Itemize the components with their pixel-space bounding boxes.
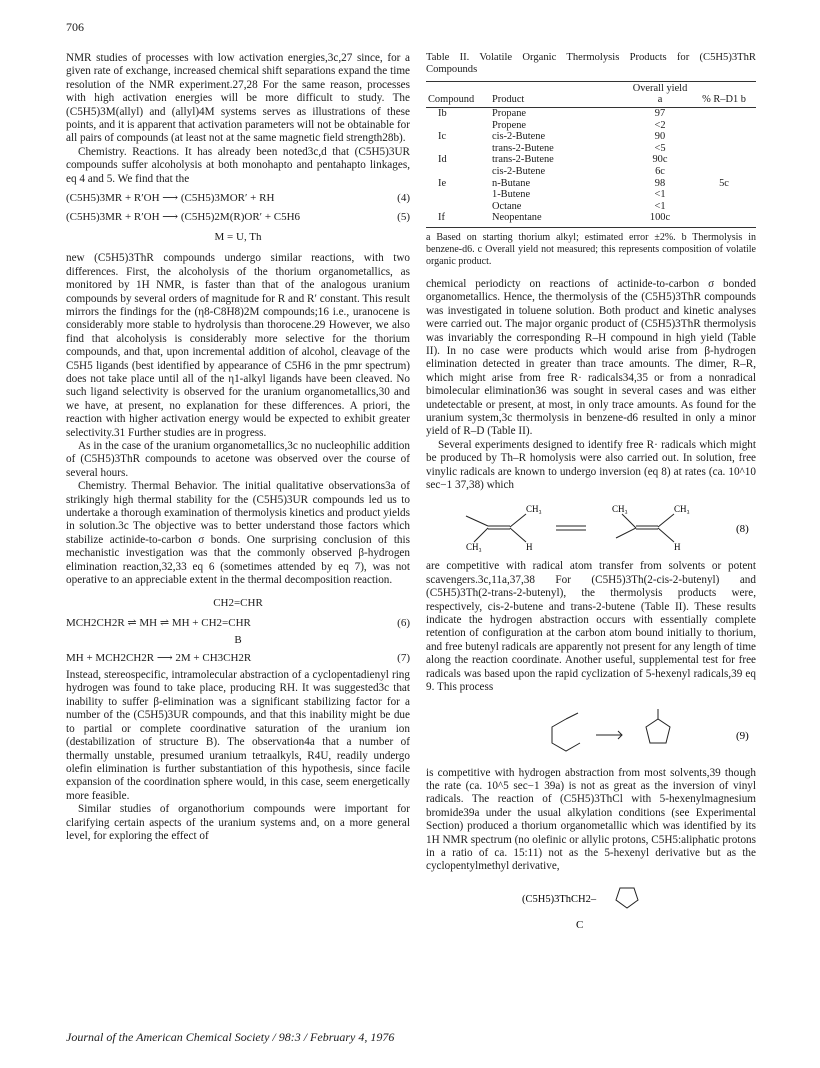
table-cell: 90c xyxy=(652,154,668,166)
equation-number: (8) xyxy=(736,523,749,536)
table-cell: n-Butane xyxy=(492,177,531,189)
equation-9-diagram xyxy=(426,701,756,761)
table-cell xyxy=(692,189,756,201)
left-column xyxy=(66,52,410,843)
table-cell xyxy=(692,201,756,213)
table-cell xyxy=(692,154,756,166)
paragraph: NMR studies of processes with low activation energies,3c,27 since, for a given rate of exchange, increased chemical shift separations expand the time resolution of the NMR experiment.27,28 For the same reason, processes with high activation energies will be more difficult to study. The (C5H5)3M(allyl) and (allyl)4M systems serves as illustrations of these points, and it is apparent that activation parameters will not be obtainable for all pairs of compounds (at least not at the same magnetic field strength28b). xyxy=(66,52,410,145)
equation-7 xyxy=(66,652,410,665)
equation-5 xyxy=(66,211,410,224)
table-cell: <1 xyxy=(654,200,666,212)
table-cell xyxy=(692,120,756,132)
table-title: Table II. Volatile Organic Thermolysis Products for (C5H5)3ThR Compounds xyxy=(426,52,756,76)
table-cell: Propene xyxy=(492,119,527,131)
vinyl-inversion-diagram xyxy=(426,498,756,554)
ch3-label: CH₃ xyxy=(612,504,628,515)
table-cell xyxy=(692,212,756,227)
page-number: 706 xyxy=(66,20,84,34)
journal-footer: Journal of the American Chemical Society / 98:3 / February 4, 1976 xyxy=(66,1030,395,1044)
equation-6-top: CH2=CHR xyxy=(213,597,263,610)
equation-number: (5) xyxy=(397,211,410,224)
right-column xyxy=(426,52,756,940)
paragraph: chemical periodicty on reactions of actinide-to-carbon σ bonded organometallics. Hence, the thermolysis of the (C5H5)3ThR compounds was investigated in toluene solution. Both product and kinetic analyses were carried out. The major organic product of (C5H5)3ThR thermolysis was invariably the corresponding R–H compound in high yield (Table II). In no case were products which would arise from β-hydrogen elimination detected in greater than trace amounts. The dimer, R–R, which might arise from free R· radicals34,35 or from a nonradical bimolecular elimination36 was sought in several cases and was either undetectable or present, at most, in only trace amounts. As found for the uranium system,3c thermolysis in benzene-d6 resulted in only a minor yield of R–D (Table II). xyxy=(426,277,756,438)
table-cell: Id xyxy=(438,154,447,166)
table-cell: Ib xyxy=(438,108,447,119)
h-label: H xyxy=(674,542,681,553)
hexenyl-cyclization-diagram xyxy=(426,701,756,761)
table-header: Product xyxy=(490,81,628,107)
table-row xyxy=(426,189,756,201)
table-cell: Ic xyxy=(438,131,447,143)
table-row xyxy=(426,166,756,178)
equation-text: MCH2CH2R ⇌ MH ⇌ MH + CH2=CHR xyxy=(66,616,251,629)
table-header: Overall yield a xyxy=(628,81,692,107)
table-cell: 90 xyxy=(654,131,666,143)
equation-number: (9) xyxy=(736,729,749,742)
table-cell: <2 xyxy=(654,119,666,131)
cyclopentylmethyl-structure xyxy=(426,880,756,934)
table-cell: 98 xyxy=(654,177,666,189)
paragraph: is competitive with hydrogen abstraction from most solvents,39 though the rate (ca. 10^5 sec−1 39a) is not as great as the inversion of vinyl radicals. The reaction of (C5H5)3ThCl with 5-hexenylmagnesium bromide39a under the usual alkylation conditions (see Experimental Section) produced a thorium organometallic which was identified by its 1H NMR spectrum (no olefinic or allylic protons, C5H5:aliphatic protons in a ratio of ca. 15:11) not as the 5-hexenyl derivative but as the cyclopentylmethyl derivative, xyxy=(426,766,756,873)
table-cell: 5c xyxy=(719,177,729,189)
table-cell: Neopentane xyxy=(490,212,628,227)
structure-c xyxy=(426,880,756,934)
table-cell: cis-2-Butene xyxy=(492,165,546,177)
table-cell: <1 xyxy=(654,189,666,201)
paragraph: Chemistry. Thermal Behavior. The initial qualitative observations3a of strikingly high thermal stability for the (C5H5)3UR compounds led us to undertake a thorough examination of thermolysis kinetics and product yields in solution.3c The objective was to better understand those factors which stabilize actinide-to-carbon σ bonds. One surprising conclusion of this mechanistic investigation was that the commonly observed β-hydrogen elimination reaction,32,33 eq 6 (sometimes attended by eq 7), was not operative to an appreciable extent in the thermal decomposition reaction. xyxy=(66,480,410,587)
table-cell: 1-Butene xyxy=(492,189,531,201)
table-row xyxy=(426,131,756,143)
table-row xyxy=(426,120,756,132)
equation-number: (6) xyxy=(397,616,410,629)
table-cell: cis-2-Butene xyxy=(492,131,546,143)
table-cell: trans-2-Butene xyxy=(492,154,554,166)
table-cell: trans-2-Butene xyxy=(492,142,554,154)
paragraph: As in the case of the uranium organometallics,3c no nucleophilic addition of (C5H5)3ThR compounds to acetone was observed over the course of several hours. xyxy=(66,439,410,479)
table-cell: 97 xyxy=(654,108,666,119)
structure-b-label: B xyxy=(234,634,242,647)
equation-8-diagram xyxy=(426,498,756,554)
table-cell: 6c xyxy=(655,165,665,177)
paragraph: Similar studies of organothorium compounds were important for clarifying certain aspects of the uranium systems and, on a more general level, for exploring the effect of xyxy=(66,803,410,842)
paragraph: are competitive with radical atom transfer from solvents or potent scavengers.3c,11a,37,38 For (C5H5)3Th(2-cis-2-butenyl) and (C5H5)3Th(2-trans-2-butenyl), the thermolysis products were, respectively, cis-2-butene and trans-2-butene (Table II). These results indicate the hydrogen abstraction occurs with essentially complete retention of configuration at the carbon atom bound initially to thorium, and free butenyl radicals are apparently not present for any length of time along the reaction coordinate. Another useful, supplemental test for free radicals was based upon the rapid cyclization of 5-hexenyl radicals,39 eq 9. This process xyxy=(426,560,756,694)
structure-c-formula: (C5H5)3ThCH2– xyxy=(522,893,597,905)
equation-number: (7) xyxy=(397,651,410,664)
table-row xyxy=(426,212,756,227)
table-cell xyxy=(692,131,756,143)
paragraph: Several experiments designed to identify free R· radicals which might be produced by Th–R homolysis were also carried out. In solution, free vinylic radicals are known to undergo inversion (eq 8) at rates (ca. 10^10 sec−1 37,38) which xyxy=(426,438,756,492)
thermolysis-table xyxy=(426,81,756,228)
table-cell xyxy=(426,166,490,178)
ch3-label: CH₃ xyxy=(674,504,690,515)
table-cell xyxy=(692,143,756,155)
equation-text: (C5H5)3MR + R′OH ⟶ (C5H5)3MOR′ + RH xyxy=(66,192,275,205)
table-cell: If xyxy=(426,212,490,227)
paragraph: Instead, stereospecific, intramolecular abstraction of a cyclopentadienyl ring hydrogen was found to take place, producing RH. It was suggested3c that inability to suffer β-elimination was a significant stabilizing factor for a number of the (C5H5)3UR compounds, and that this inability might be due to partial or complete coordinative saturation of the uranium ion (destabilization of structure B). The observation4a that a number of thermally unstable, presumed uranium tetraalkyls, R4U, readily undergo olefin elimination is further substantiation of this hypothesis, since facile expansion of the coordination sphere would, in this case, seem energetically more feasible. xyxy=(66,669,410,802)
table-footnote: a Based on starting thorium alkyl; estimated error ±2%. b Thermolysis in benzene-d6. c Overall yield not measured; this represents composition of volatile organic product. xyxy=(426,231,756,267)
equation-6 xyxy=(66,617,410,630)
table-cell xyxy=(426,143,490,155)
table-cell: Propane xyxy=(492,108,527,119)
table-cell: 100c xyxy=(628,212,692,227)
table-cell: <5 xyxy=(654,142,666,154)
table-row xyxy=(426,178,756,190)
equation-number: (4) xyxy=(397,192,410,205)
table-cell xyxy=(692,108,756,120)
table-cell xyxy=(426,201,490,213)
table-header: % R–D1 b xyxy=(692,81,756,107)
equation-text: (C5H5)3MR + R′OH ⟶ (C5H5)2M(R)OR′ + C5H6 xyxy=(66,211,301,224)
table-cell: Octane xyxy=(492,200,522,212)
table-row xyxy=(426,154,756,166)
equation-condition: M = U, Th xyxy=(214,230,262,243)
ch3-label: CH₃ xyxy=(526,504,542,515)
table-cell xyxy=(426,120,490,132)
table-cell: Ie xyxy=(438,177,447,189)
equation-4 xyxy=(66,192,410,205)
table-row xyxy=(426,201,756,213)
h-label: H xyxy=(526,542,533,553)
ch3-label: CH₃ xyxy=(466,542,482,553)
table-row xyxy=(426,108,756,120)
paragraph: new (C5H5)3ThR compounds undergo similar reactions, with two differences. First, the alcoholysis of the thorium organometallics, as monitored by 1H NMR, is faster than that of the analogous uranium compounds by several orders of magnitude for R and R′ constant. This result mirrors the findings for the (η8-C8H8)2M compounds;16 i.e., uranocene is considerably more stable to hydrolysis than thorocene.29 However, we also find that alcoholysis is considerably more selective for the thorium compounds, and that, upon incremental addition of alcohol, cleavage of the C5H5 ligands (best identified by appearance of C5H6 in the pmr spectrum) does not take place until all of the η1-alkyl ligands have been cleaved. No such ligand selectivity is observed for the uranium organometallics,30 and we have, at present, no explanation for these differences. A priori, the reaction with higher activation energy would be expected to exhibit greater selectivity.31 Further studies are in progress. xyxy=(66,252,410,439)
table-cell xyxy=(426,189,490,201)
table-cell xyxy=(692,166,756,178)
equation-text: MH + MCH2CH2R ⟶ 2M + CH3CH2R xyxy=(66,651,252,664)
structure-c-label: C xyxy=(576,918,584,931)
paragraph: Chemistry. Reactions. It has already been noted3c,d that (C5H5)3UR compounds suffer alcoholysis at both monohapto and pentahapto linkages, eq 4 and 5. We find that the xyxy=(66,145,410,185)
table-header: Compound xyxy=(426,81,490,107)
table-row xyxy=(426,143,756,155)
